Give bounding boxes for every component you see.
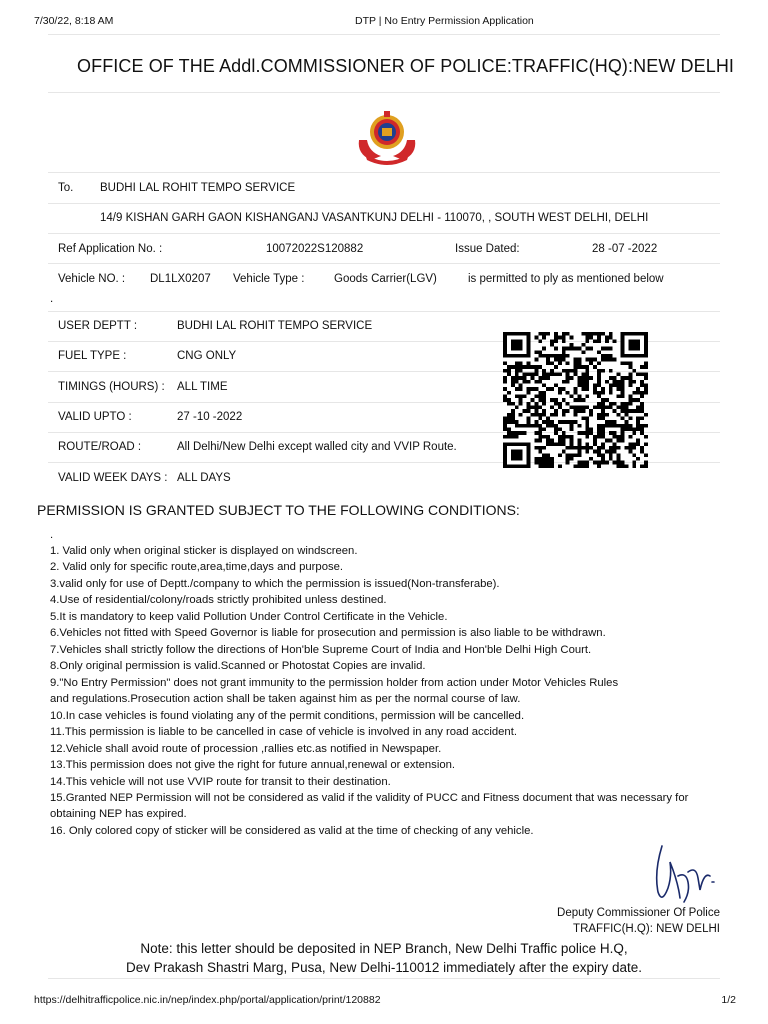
condition-line: 7.Vehicles shall strictly follow the directions of Hon'ble Supreme Court of India and Hon'ble Delhi High Court. [50, 644, 592, 656]
issue-date-label: Issue Dated: [455, 243, 520, 255]
ref-value: 10072022S120882 [266, 243, 364, 255]
office-title: OFFICE OF THE Addl.COMMISSIONER OF POLICE:TRAFFIC(HQ):NEW DELHI [77, 56, 735, 76]
detail-value: 27 -10 -2022 [177, 411, 243, 423]
footer-page-number: 1/2 [721, 994, 736, 1006]
footer-url[interactable]: https://delhitrafficpolice.nic.in/nep/index.php/portal/application/print/120882 [34, 994, 381, 1006]
condition-line: 11.This permission is liable to be cancelled in case of vehicle is involved in any road accident. [50, 726, 517, 738]
conditions-heading: PERMISSION IS GRANTED SUBJECT TO THE FOLLOWING CONDITIONS: [37, 502, 520, 518]
condition-line: . [50, 529, 54, 541]
divider [48, 311, 720, 312]
divider [48, 34, 720, 35]
permitted-text: is permitted to ply as mentioned below [468, 273, 664, 285]
to-address: 14/9 KISHAN GARH GAON KISHANGANJ VASANTKUNJ DELHI - 110070, , SOUTH WEST DELHI, DELHI [100, 212, 649, 224]
note-line-2: Dev Prakash Shastri Marg, Pusa, New Delhi-110012 immediately after the expiry date. [126, 960, 642, 975]
divider [48, 978, 720, 979]
signature [648, 842, 720, 908]
condition-line: 1. Valid only when original sticker is displayed on windscreen. [50, 545, 358, 557]
vehicle-type-label: Vehicle Type : [233, 273, 305, 285]
ref-label: Ref Application No. : [58, 243, 163, 255]
divider [48, 263, 720, 264]
divider [48, 172, 720, 173]
to-name: BUDHI LAL ROHIT TEMPO SERVICE [100, 182, 296, 194]
qr-code [503, 332, 648, 468]
condition-line: 3.valid only for use of Deptt./company to which the permission is issued(Non-transferabe). [50, 578, 500, 590]
print-datetime: 7/30/22, 8:18 AM [34, 15, 114, 27]
condition-line: 9."No Entry Permission" does not grant immunity to the permission holder from action under Motor Vehicles Rules [50, 677, 619, 689]
condition-line: 10.In case vehicles is found violating any of the permit conditions, permission will be cancelled. [50, 710, 525, 722]
detail-label: USER DEPTT : [58, 320, 138, 332]
detail-label: TIMINGS (HOURS) : [58, 381, 165, 393]
divider [48, 203, 720, 204]
detail-label: FUEL TYPE : [58, 350, 127, 362]
condition-line: 5.It is mandatory to keep valid Pollution Under Control Certificate in the Vehicle. [50, 611, 448, 623]
separator-dot: . [50, 293, 54, 305]
vehicle-type-value: Goods Carrier(LGV) [334, 273, 437, 285]
vehicle-no-value: DL1LX0207 [150, 273, 211, 285]
condition-line: 13.This permission does not give the right for future annual,renewal or extension. [50, 759, 456, 771]
detail-value: ALL TIME [177, 381, 228, 393]
condition-line: 12.Vehicle shall avoid route of procession ,rallies etc.as notified in Newspaper. [50, 743, 442, 755]
signatory-unit: TRAFFIC(H.Q): NEW DELHI [573, 923, 720, 935]
detail-value: All Delhi/New Delhi except walled city and VVIP Route. [177, 441, 457, 453]
condition-line: 14.This vehicle will not use VVIP route for transit to their destination. [50, 776, 391, 788]
vehicle-no-label: Vehicle NO. : [58, 273, 126, 285]
note-line-1: Note: this letter should be deposited in NEP Branch, New Delhi Traffic police H.Q, [140, 941, 628, 956]
print-page-title: DTP | No Entry Permission Application [355, 15, 534, 27]
condition-line: 8.Only original permission is valid.Scanned or Photostat Copies are invalid. [50, 660, 426, 672]
detail-value: CNG ONLY [177, 350, 237, 362]
to-label: To. [58, 182, 74, 194]
condition-line: 16. Only colored copy of sticker will be considered as valid at the time of checking of any vehicle. [50, 825, 534, 837]
delhi-police-emblem-icon [351, 110, 423, 166]
condition-line: obtaining NEP has expired. [50, 808, 187, 820]
detail-label: VALID WEEK DAYS : [58, 472, 168, 484]
signatory-title: Deputy Commissioner Of Police [557, 907, 720, 919]
condition-line: 2. Valid only for specific route,area,time,days and purpose. [50, 561, 344, 573]
condition-line: and regulations.Prosecution action shall be taken against him as per the normal course of law. [50, 693, 521, 705]
detail-value: ALL DAYS [177, 472, 231, 484]
detail-value: BUDHI LAL ROHIT TEMPO SERVICE [177, 320, 373, 332]
detail-label: VALID UPTO : [58, 411, 132, 423]
divider [48, 233, 720, 234]
issue-date-value: 28 -07 -2022 [592, 243, 658, 255]
divider [48, 92, 720, 93]
detail-label: ROUTE/ROAD : [58, 441, 142, 453]
condition-line: 6.Vehicles not fitted with Speed Governor is liable for prosecution and permission is also liable to be withdrawn. [50, 627, 606, 639]
condition-line: 15.Granted NEP Permission will not be considered as valid if the validity of PUCC and Fitness document that was necessary for [50, 792, 689, 804]
condition-line: 4.Use of residential/colony/roads strictly prohibited unless destined. [50, 594, 387, 606]
